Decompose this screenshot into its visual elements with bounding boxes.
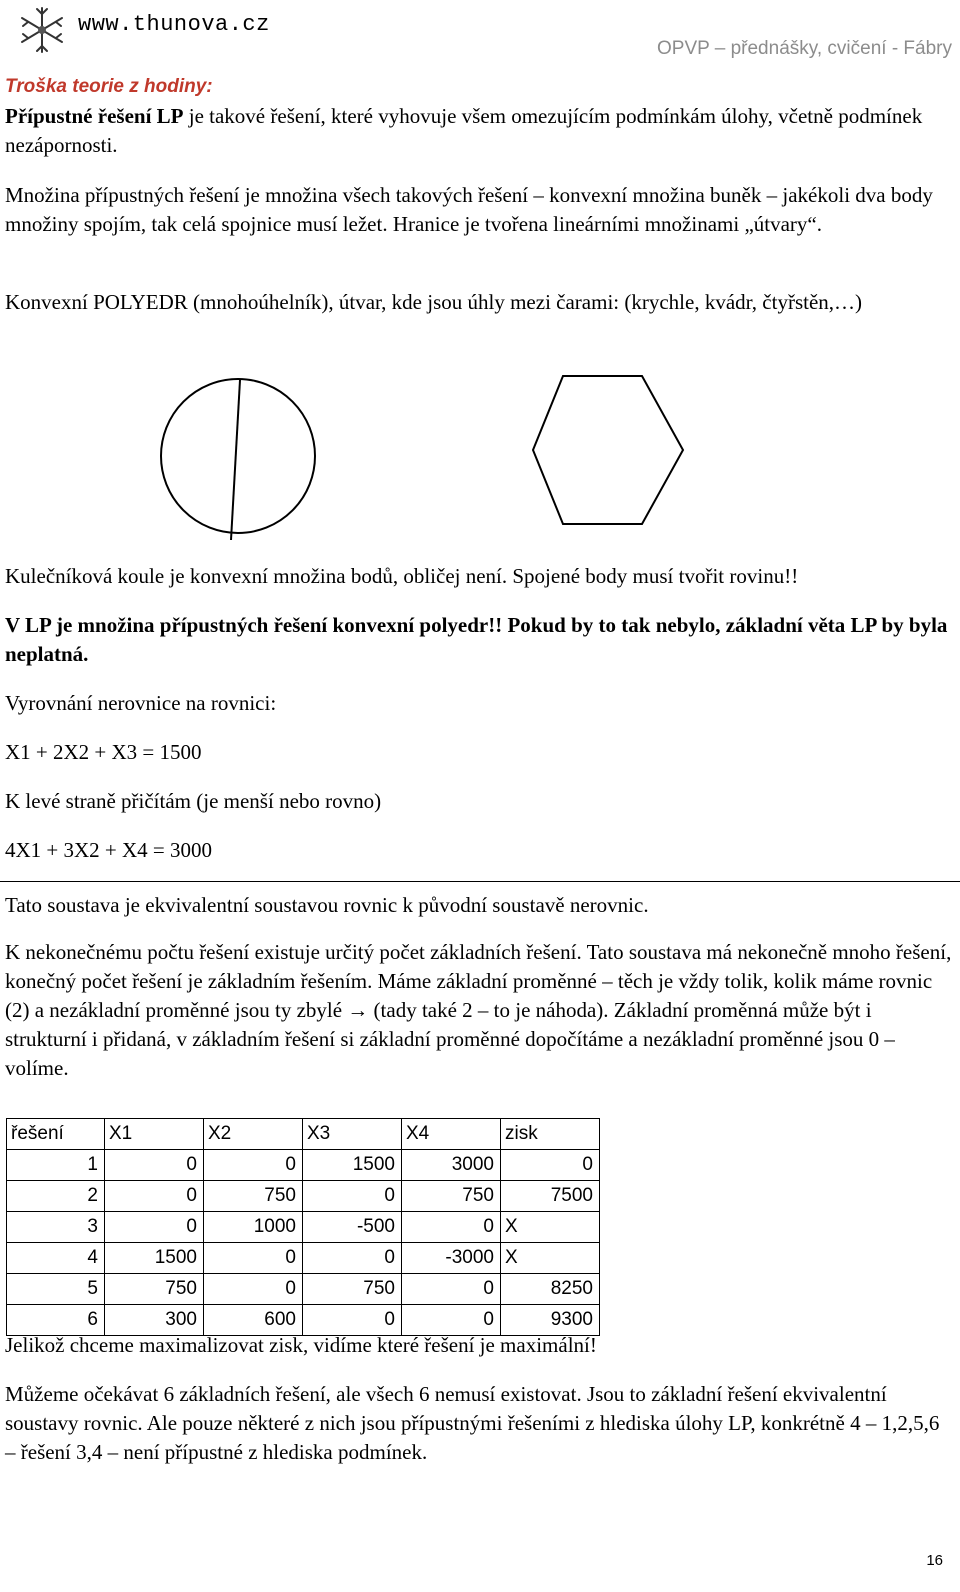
table-cell: 6: [7, 1305, 105, 1336]
table-cell: 7500: [501, 1181, 600, 1212]
table-cell: X: [501, 1212, 600, 1243]
table-cell: 1500: [303, 1150, 402, 1181]
table-cell: 0: [204, 1243, 303, 1274]
paragraph-basic-solutions: K nekonečnému počtu řešení existuje určitý počet základních řešení. Tato soustava má nekonečně mnoho řešení, konečný počet řešení je základním řešením. Máme základní proměnné – těch je vždy tolik, kolik máme rovnic (2) a nezákladní proměnné jsou ty zbylé → (tady také 2 – to je náhoda). Základní proměnná může být i strukturní i přidaná, v základním řešení si základní proměnné dopočítáme a nezákladní proměnné jsou 0 – volíme.: [5, 940, 952, 1080]
paragraph-expectation: Můžeme očekávat 6 základních řešení, ale všech 6 nemusí existovat. Jsou to základní řešení ekvivalentní soustavy rovnic. Ale pouze některé z nich jsou přípustnými řešeními z hlediska úlohy LP, konkrétně 4 – 1,2,5,6 – řešení 3,4 – není přípustné z hlediska podmínek.: [5, 1382, 940, 1464]
section-subtitle: Troška teorie z hodiny:: [5, 76, 213, 97]
table-row: [7, 1274, 600, 1305]
table-row: [7, 1212, 600, 1243]
convexity-illustration: [150, 372, 720, 550]
paragraph-feasible-set: Množina přípustných řešení je množina všech takových řešení – konvexní množina buněk – jakékoli dva body množiny spojím, tak celá spojnice musí ležet. Hranice je tvořena lineárními množinami „útvary“.: [5, 183, 933, 236]
horizontal-rule: [0, 881, 960, 882]
table-cell: 0: [303, 1243, 402, 1274]
table-cell: 750: [303, 1274, 402, 1305]
paragraph-lp-polyhedron: V LP je množina přípustných řešení konvexní polyedr!! Pokud by to tak nebylo, základní věta LP by byla neplatná.: [5, 613, 948, 666]
table-cell: 0: [402, 1305, 501, 1336]
table-cell: 0: [303, 1305, 402, 1336]
table-cell: 4: [7, 1243, 105, 1274]
paragraph-equivalent-system: Tato soustava je ekvivalentní soustavou rovnic k původní soustavě nerovnic.: [5, 893, 649, 917]
table-header-cell: zisk: [501, 1119, 600, 1150]
snowflake-logo-icon: [14, 4, 70, 56]
table-cell: 3: [7, 1212, 105, 1243]
table-cell: -3000: [402, 1243, 501, 1274]
table-cell: 750: [105, 1274, 204, 1305]
definition-text: je takové řešení, které vyhovuje všem omezujícím podmínkám úlohy, včetně podmínek nezápornosti.: [5, 104, 923, 157]
table-cell: X: [501, 1243, 600, 1274]
table-cell: 1000: [204, 1212, 303, 1243]
solutions-table: [6, 1118, 600, 1336]
table-cell: 0: [204, 1150, 303, 1181]
table-cell: 750: [204, 1181, 303, 1212]
table-header-cell: X2: [204, 1119, 303, 1150]
table-cell: 600: [204, 1305, 303, 1336]
circle-chord-line: [231, 380, 240, 540]
table-cell: 0: [303, 1181, 402, 1212]
paragraph-maximize: Jelikož chceme maximalizovat zisk, vidíme které řešení je maximální!: [5, 1333, 597, 1357]
paragraph-polyhedron: Konvexní POLYEDR (mnohoúhelník), útvar, kde jsou úhly mezi čarami: (krychle, kvádr, čtyřstěn,…): [5, 290, 863, 314]
table-cell: 1: [7, 1150, 105, 1181]
table-row: [7, 1243, 600, 1274]
table-header-cell: X4: [402, 1119, 501, 1150]
table-cell: 0: [105, 1181, 204, 1212]
table-cell: 3000: [402, 1150, 501, 1181]
hexagon-polyhedron: [533, 376, 683, 524]
page-number: 16: [926, 1552, 943, 1569]
table-row: [7, 1181, 600, 1212]
table-header-row: [7, 1119, 600, 1150]
table-header-cell: řešení: [7, 1119, 105, 1150]
paragraph-billiard-ball: Kulečníková koule je konvexní množina bodů, obličej není. Spojené body musí tvořit rovinu!!: [5, 564, 799, 588]
paragraph-feasible-solution: [5, 102, 953, 160]
table-cell: 2: [7, 1181, 105, 1212]
table-cell: 300: [105, 1305, 204, 1336]
equation-2: 4X1 + 3X2 + X4 = 3000: [5, 838, 213, 862]
table-cell: 8250: [501, 1274, 600, 1305]
site-logo-text: www.thunova.cz: [78, 12, 270, 37]
table-cell: 0: [105, 1150, 204, 1181]
table-cell: 0: [105, 1212, 204, 1243]
table-header-cell: X3: [303, 1119, 402, 1150]
paragraph-left-side: K levé straně přičítám (je menší nebo rovno): [5, 789, 382, 813]
table-cell: 0: [501, 1150, 600, 1181]
table-cell: 0: [204, 1274, 303, 1305]
table-cell: 0: [402, 1212, 501, 1243]
course-header: OPVP – přednášky, cvičení - Fábry: [657, 38, 952, 59]
table-cell: 0: [402, 1274, 501, 1305]
table-cell: 1500: [105, 1243, 204, 1274]
table-cell: 9300: [501, 1305, 600, 1336]
table-row: [7, 1150, 600, 1181]
table-cell: 5: [7, 1274, 105, 1305]
paragraph-equalization: Vyrovnání nerovnice na rovnici:: [5, 691, 277, 715]
equation-1: X1 + 2X2 + X3 = 1500: [5, 740, 202, 764]
table-cell: 750: [402, 1181, 501, 1212]
table-cell: -500: [303, 1212, 402, 1243]
term-feasible-solution: Přípustné řešení LP: [5, 104, 184, 128]
table-header-cell: X1: [105, 1119, 204, 1150]
